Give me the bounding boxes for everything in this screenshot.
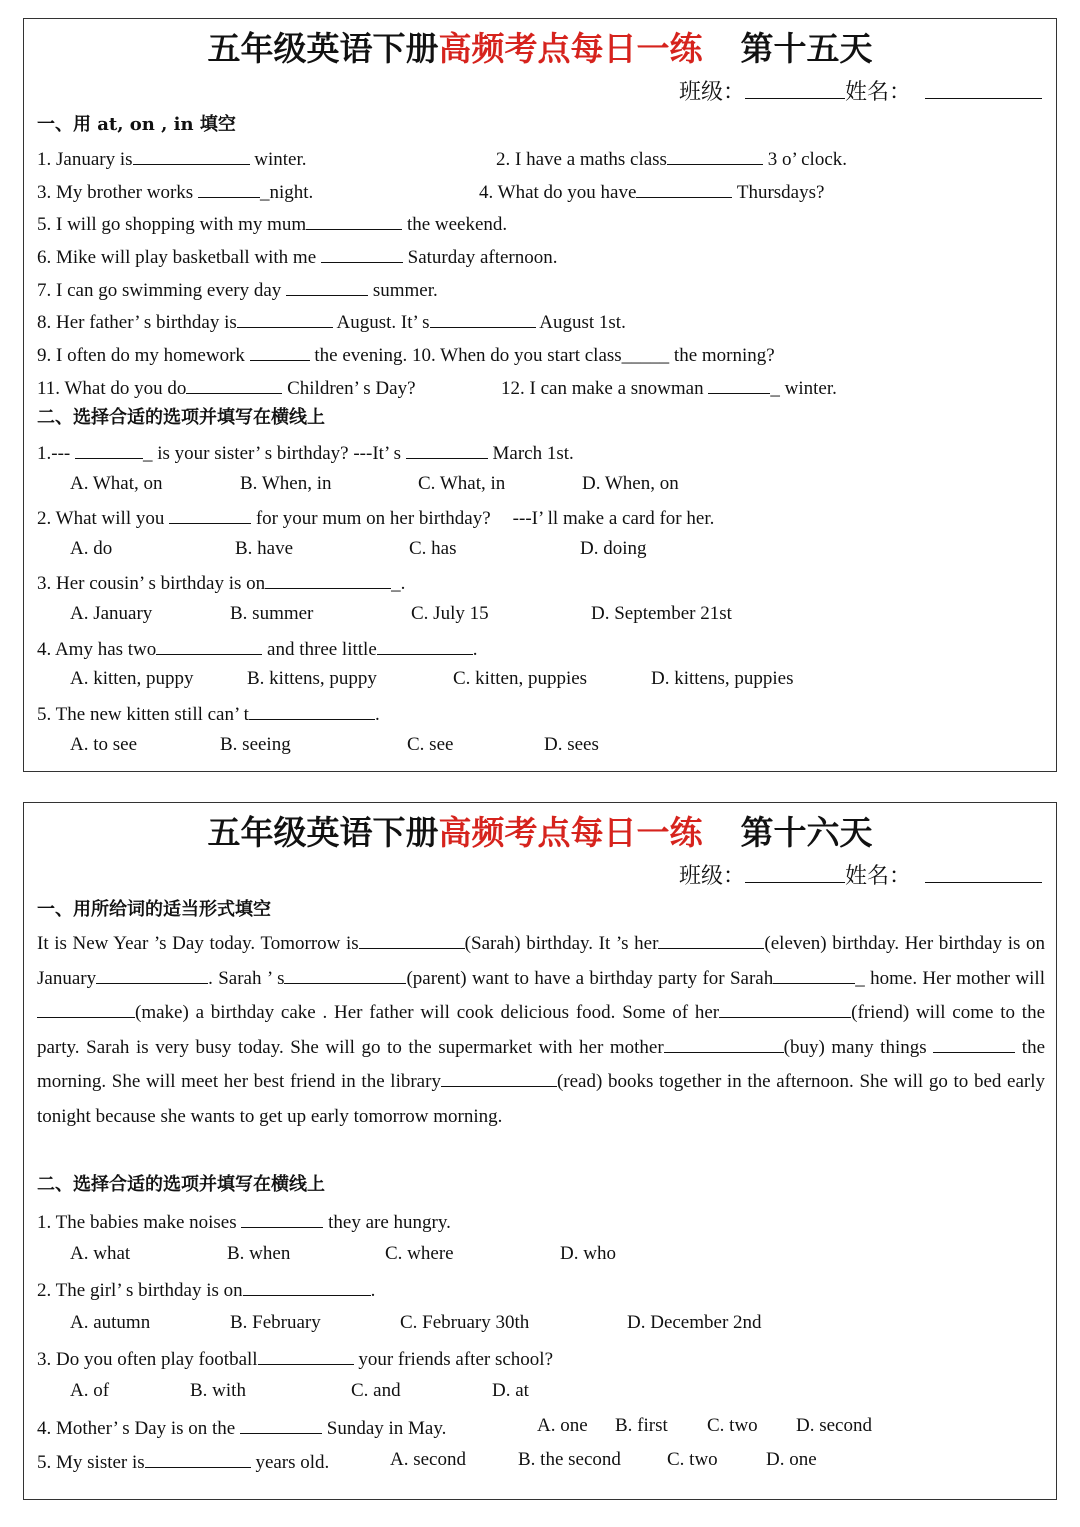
option-b[interactable]: B. When, in <box>240 473 332 494</box>
answer-blank[interactable] <box>441 1067 557 1087</box>
title-grade: 五年级英语下册 <box>207 29 439 68</box>
name-label: 姓名： <box>844 863 911 888</box>
choice-question-3: 3. Her cousin’ s birthday is on _. <box>37 569 405 596</box>
answer-blank[interactable] <box>359 929 465 949</box>
name-label: 姓名： <box>844 79 911 104</box>
option-b[interactable]: B. when <box>227 1243 291 1264</box>
answer-blank[interactable] <box>430 308 536 328</box>
option-a[interactable]: A. kitten, puppy <box>70 668 194 689</box>
answer-blank[interactable] <box>708 374 770 394</box>
choice-question-2: 2. The girl’ s birthday is on . <box>37 1276 375 1303</box>
worksheet-title <box>24 23 1056 70</box>
question-9: 9. I often do my homework the evening. 10. When do you start class_____ the morning? <box>37 341 775 368</box>
option-c[interactable]: C. where <box>385 1243 454 1264</box>
option-a[interactable]: A. do <box>70 538 113 559</box>
option-a[interactable]: A. autumn <box>70 1312 151 1333</box>
option-a[interactable]: A. to see <box>70 734 138 755</box>
option-c[interactable]: C. What, in <box>418 473 506 494</box>
choice-question-2: 2. What will you for your mum on her birthday? ---I’ ll make a card for her. <box>37 504 714 531</box>
option-c[interactable]: C. July 15 <box>411 603 489 624</box>
choice-question-1: 1. The babies make noises they are hungry. <box>37 1208 451 1235</box>
option-a[interactable]: A. of <box>70 1380 110 1401</box>
answer-blank[interactable] <box>198 178 260 198</box>
answer-blank[interactable] <box>258 1345 354 1365</box>
answer-blank[interactable] <box>237 308 333 328</box>
title-highlight: 高频考点每日一练 <box>438 29 703 68</box>
answer-blank[interactable] <box>664 1033 784 1053</box>
class-label: 班级： <box>678 79 745 104</box>
answer-blank[interactable] <box>250 341 310 361</box>
cloze-paragraph: It is New Year ’s Day today. Tomorrow is (Sarah) birthday. It ’s her (eleven) birthday. Her birthday is on January . Sarah ’ s (parent) want to have a birthday party for Sarah _ home. Her mother will(make) a birthday cake . Her father will cook delicious food. Some of her (friend) will come to the party. Sarah is very busy today. She will go to the supermarket with her mother (buy) many things the morning. She will meet her best friend in the library (read) books together in the afternoon. She will go to bed early tonight because she wants to get up early tomorrow morning. <box>37 927 1045 1135</box>
choice-question-3: 3. Do you often play football your friends after school? <box>37 1345 553 1372</box>
answer-blank[interactable] <box>636 178 732 198</box>
option-d[interactable]: D. at <box>492 1380 529 1401</box>
answer-blank[interactable] <box>249 700 375 720</box>
worksheet-day-16 <box>23 802 1057 1500</box>
option-b[interactable]: B. February <box>230 1312 321 1333</box>
question-11: 11. What do you do Children’ s Day? <box>37 374 416 401</box>
choice-question-1: 1.--- _ is your sister’ s birthday? ---It’ s March 1st. <box>37 439 574 466</box>
class-label: 班级： <box>678 863 745 888</box>
name-blank[interactable] <box>925 862 1042 883</box>
answer-blank[interactable] <box>284 964 406 984</box>
option-b[interactable]: B. summer <box>230 603 314 624</box>
question-2: 2. I have a maths class 3 o’ clock. <box>496 145 847 172</box>
question-1: 1. January is winter. <box>37 145 307 172</box>
class-blank[interactable] <box>745 862 845 883</box>
answer-blank[interactable] <box>240 1414 322 1434</box>
answer-blank[interactable] <box>37 998 135 1018</box>
answer-blank[interactable] <box>145 1448 251 1468</box>
choice-question-4: 4. Mother’ s Day is on the Sunday in May. <box>37 1414 446 1441</box>
question-5: 5. I will go shopping with my mum the weekend. <box>37 210 507 237</box>
question-8: 8. Her father’ s birthday is August. It’ s August 1st. <box>37 308 626 335</box>
answer-blank[interactable] <box>658 929 764 949</box>
option-d[interactable]: D. December 2nd <box>627 1312 762 1333</box>
class-blank[interactable] <box>745 78 845 99</box>
option-c[interactable]: C. see <box>407 734 454 755</box>
option-c[interactable]: C. and <box>351 1380 401 1401</box>
option-d[interactable]: D. kittens, puppies <box>651 668 794 689</box>
option-a[interactable]: A. what <box>70 1243 131 1264</box>
option-d[interactable]: D. sees <box>544 734 599 755</box>
option-c[interactable]: C. two <box>707 1415 758 1436</box>
option-d[interactable]: D. doing <box>580 538 647 559</box>
choice-question-5: 5. The new kitten still can’ t . <box>37 700 380 727</box>
answer-blank[interactable] <box>265 569 391 589</box>
question-6: 6. Mike will play basketball with me Saturday afternoon. <box>37 243 558 270</box>
option-c[interactable]: C. two <box>667 1449 718 1470</box>
option-a[interactable]: A. What, on <box>70 473 163 494</box>
answer-blank[interactable] <box>406 439 488 459</box>
option-b[interactable]: B. kittens, puppy <box>247 668 377 689</box>
choice-question-4: 4. Amy has two and three little . <box>37 635 478 662</box>
answer-blank[interactable] <box>241 1208 323 1228</box>
class-name-fields <box>679 859 1042 890</box>
question-7: 7. I can go swimming every day summer. <box>37 276 438 303</box>
answer-blank[interactable] <box>719 998 851 1018</box>
answer-blank[interactable] <box>169 504 251 524</box>
answer-blank[interactable] <box>286 276 368 296</box>
answer-blank[interactable] <box>377 635 473 655</box>
question-4: 4. What do you have Thursdays? <box>479 178 824 205</box>
class-name-fields <box>679 75 1042 106</box>
option-b[interactable]: B. have <box>235 538 294 559</box>
option-b[interactable]: B. first <box>615 1415 668 1436</box>
option-d[interactable]: D. who <box>560 1243 616 1264</box>
option-a[interactable]: A. second <box>390 1449 466 1470</box>
answer-blank[interactable] <box>306 210 402 230</box>
answer-blank[interactable] <box>667 145 763 165</box>
section-heading: 二、选择合适的选项并填写在横线上 <box>37 407 325 428</box>
section-heading: 一、用所给词的适当形式填空 <box>37 899 271 920</box>
option-b[interactable]: B. seeing <box>220 734 291 755</box>
option-b[interactable]: B. the second <box>518 1449 621 1470</box>
question-3: 3. My brother works _night. <box>37 178 313 205</box>
answer-blank[interactable] <box>75 439 143 459</box>
option-d[interactable]: D. one <box>766 1449 817 1470</box>
section-heading: 一、用 at, on , in 填空 <box>37 114 236 135</box>
title-highlight: 高频考点每日一练 <box>438 813 703 852</box>
option-c[interactable]: C. February 30th <box>400 1312 530 1333</box>
option-c[interactable]: C. kitten, puppies <box>453 668 588 689</box>
section-heading: 二、选择合适的选项并填写在横线上 <box>37 1174 325 1195</box>
choice-question-5: 5. My sister is years old. <box>37 1448 329 1475</box>
answer-blank[interactable] <box>96 964 208 984</box>
option-d[interactable]: D. September 21st <box>591 603 732 624</box>
answer-blank[interactable] <box>933 1033 1015 1053</box>
answer-blank[interactable] <box>186 374 282 394</box>
title-grade: 五年级英语下册 <box>207 813 439 852</box>
option-c[interactable]: C. has <box>409 538 457 559</box>
question-12: 12. I can make a snowman _ winter. <box>501 374 837 401</box>
answer-blank[interactable] <box>156 635 262 655</box>
worksheet-title <box>24 807 1056 854</box>
answer-blank[interactable] <box>243 1276 371 1296</box>
title-day: 第十五天 <box>740 29 873 68</box>
answer-blank[interactable] <box>321 243 403 263</box>
option-d[interactable]: D. When, on <box>582 473 679 494</box>
answer-blank[interactable] <box>773 964 855 984</box>
option-a[interactable]: A. January <box>70 603 153 624</box>
title-day: 第十六天 <box>740 813 873 852</box>
answer-blank[interactable] <box>133 145 250 165</box>
worksheet-day-15 <box>23 18 1057 772</box>
option-b[interactable]: B. with <box>190 1380 246 1401</box>
option-a[interactable]: A. one <box>537 1415 588 1436</box>
option-d[interactable]: D. second <box>796 1415 872 1436</box>
name-blank[interactable] <box>925 78 1042 99</box>
